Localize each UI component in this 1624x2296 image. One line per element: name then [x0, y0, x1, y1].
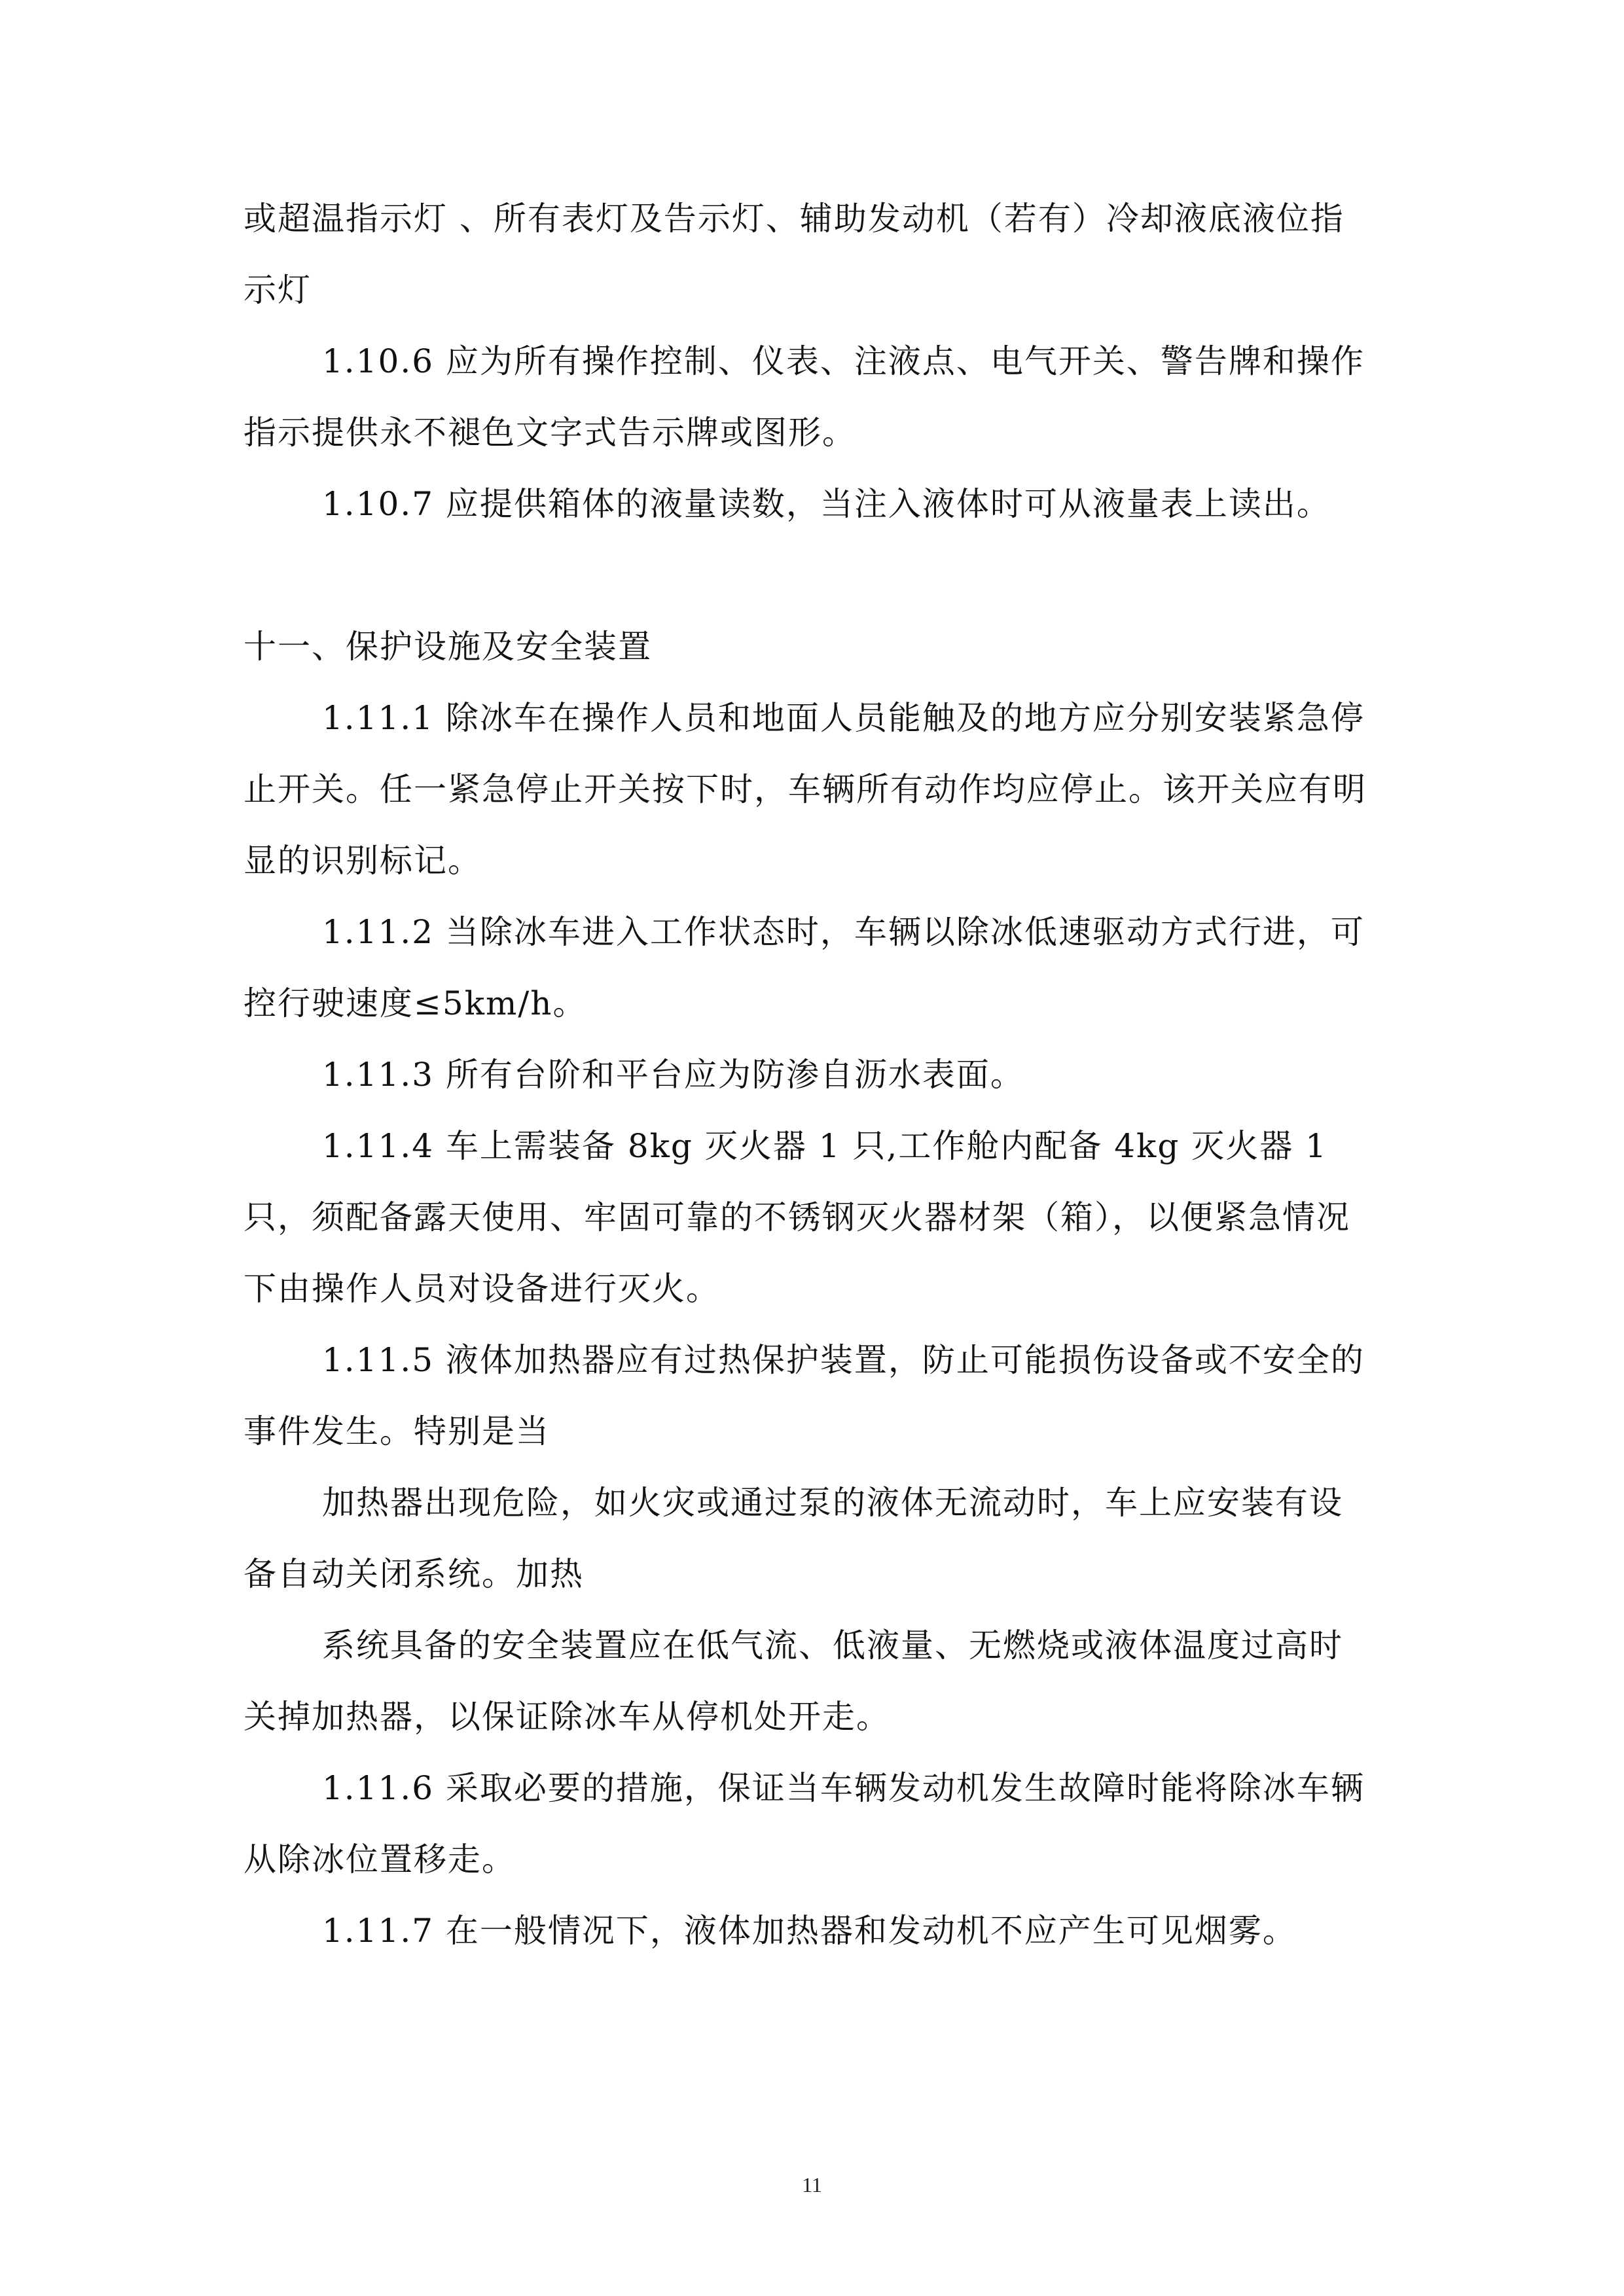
paragraph: 1.10.6 应为所有操作控制、仪表、注液点、电气开关、警告牌和操作指示提供永不褪色文字式告示牌或图形。: [244, 342, 1365, 452]
paragraph: 系统具备的安全装置应在低气流、低液量、无燃烧或液体温度过高时关掉加热器，以保证除冰车从停机处开走。: [244, 1626, 1343, 1736]
page-number: 11: [802, 2173, 822, 2197]
paragraph: 1.11.4 车上需装备 8kg 灭火器 1 只,工作舱内配备 4kg 灭火器 1 只，须配备露天使用、牢固可靠的不锈钢灭火器材架（箱），以便紧急情况下由操作人员对设备进行灭火。: [244, 1127, 1350, 1308]
section-heading: 十一、保护设施及安全装置: [244, 628, 652, 666]
paragraph: 加热器出现危险，如火灾或通过泵的液体无流动时，车上应安装有设备自动关闭系统。加热: [244, 1484, 1343, 1593]
paragraph: 1.11.6 采取必要的措施，保证当车辆发动机发生故障时能将除冰车辆从除冰位置移走。: [244, 1769, 1365, 1878]
document-body: [244, 183, 1369, 1967]
paragraph: 1.11.5 液体加热器应有过热保护装置，防止可能损伤设备或不安全的事件发生。特别是当: [244, 1341, 1365, 1450]
paragraph: 1.11.2 当除冰车进入工作状态时，车辆以除冰低速驱动方式行进，可控行驶速度≤5km/h。: [244, 913, 1365, 1022]
paragraph: 1.10.7 应提供箱体的液量读数，当注入液体时可从液量表上读出。: [322, 485, 1331, 523]
paragraph: 或超温指示灯 、所有表灯及告示灯、辅助发动机（若有）冷却液底液位指示灯: [244, 200, 1344, 309]
paragraph: 1.11.3 所有台阶和平台应为防渗自沥水表面。: [322, 1056, 1024, 1094]
paragraph-spacer: [244, 540, 1369, 611]
paragraph: 1.11.7 在一般情况下，液体加热器和发动机不应产生可见烟雾。: [322, 1912, 1297, 1950]
paragraph: 1.11.1 除冰车在操作人员和地面人员能触及的地方应分别安装紧急停止开关。任一紧急停止开关按下时，车辆所有动作均应停止。该开关应有明显的识别标记。: [244, 699, 1367, 880]
